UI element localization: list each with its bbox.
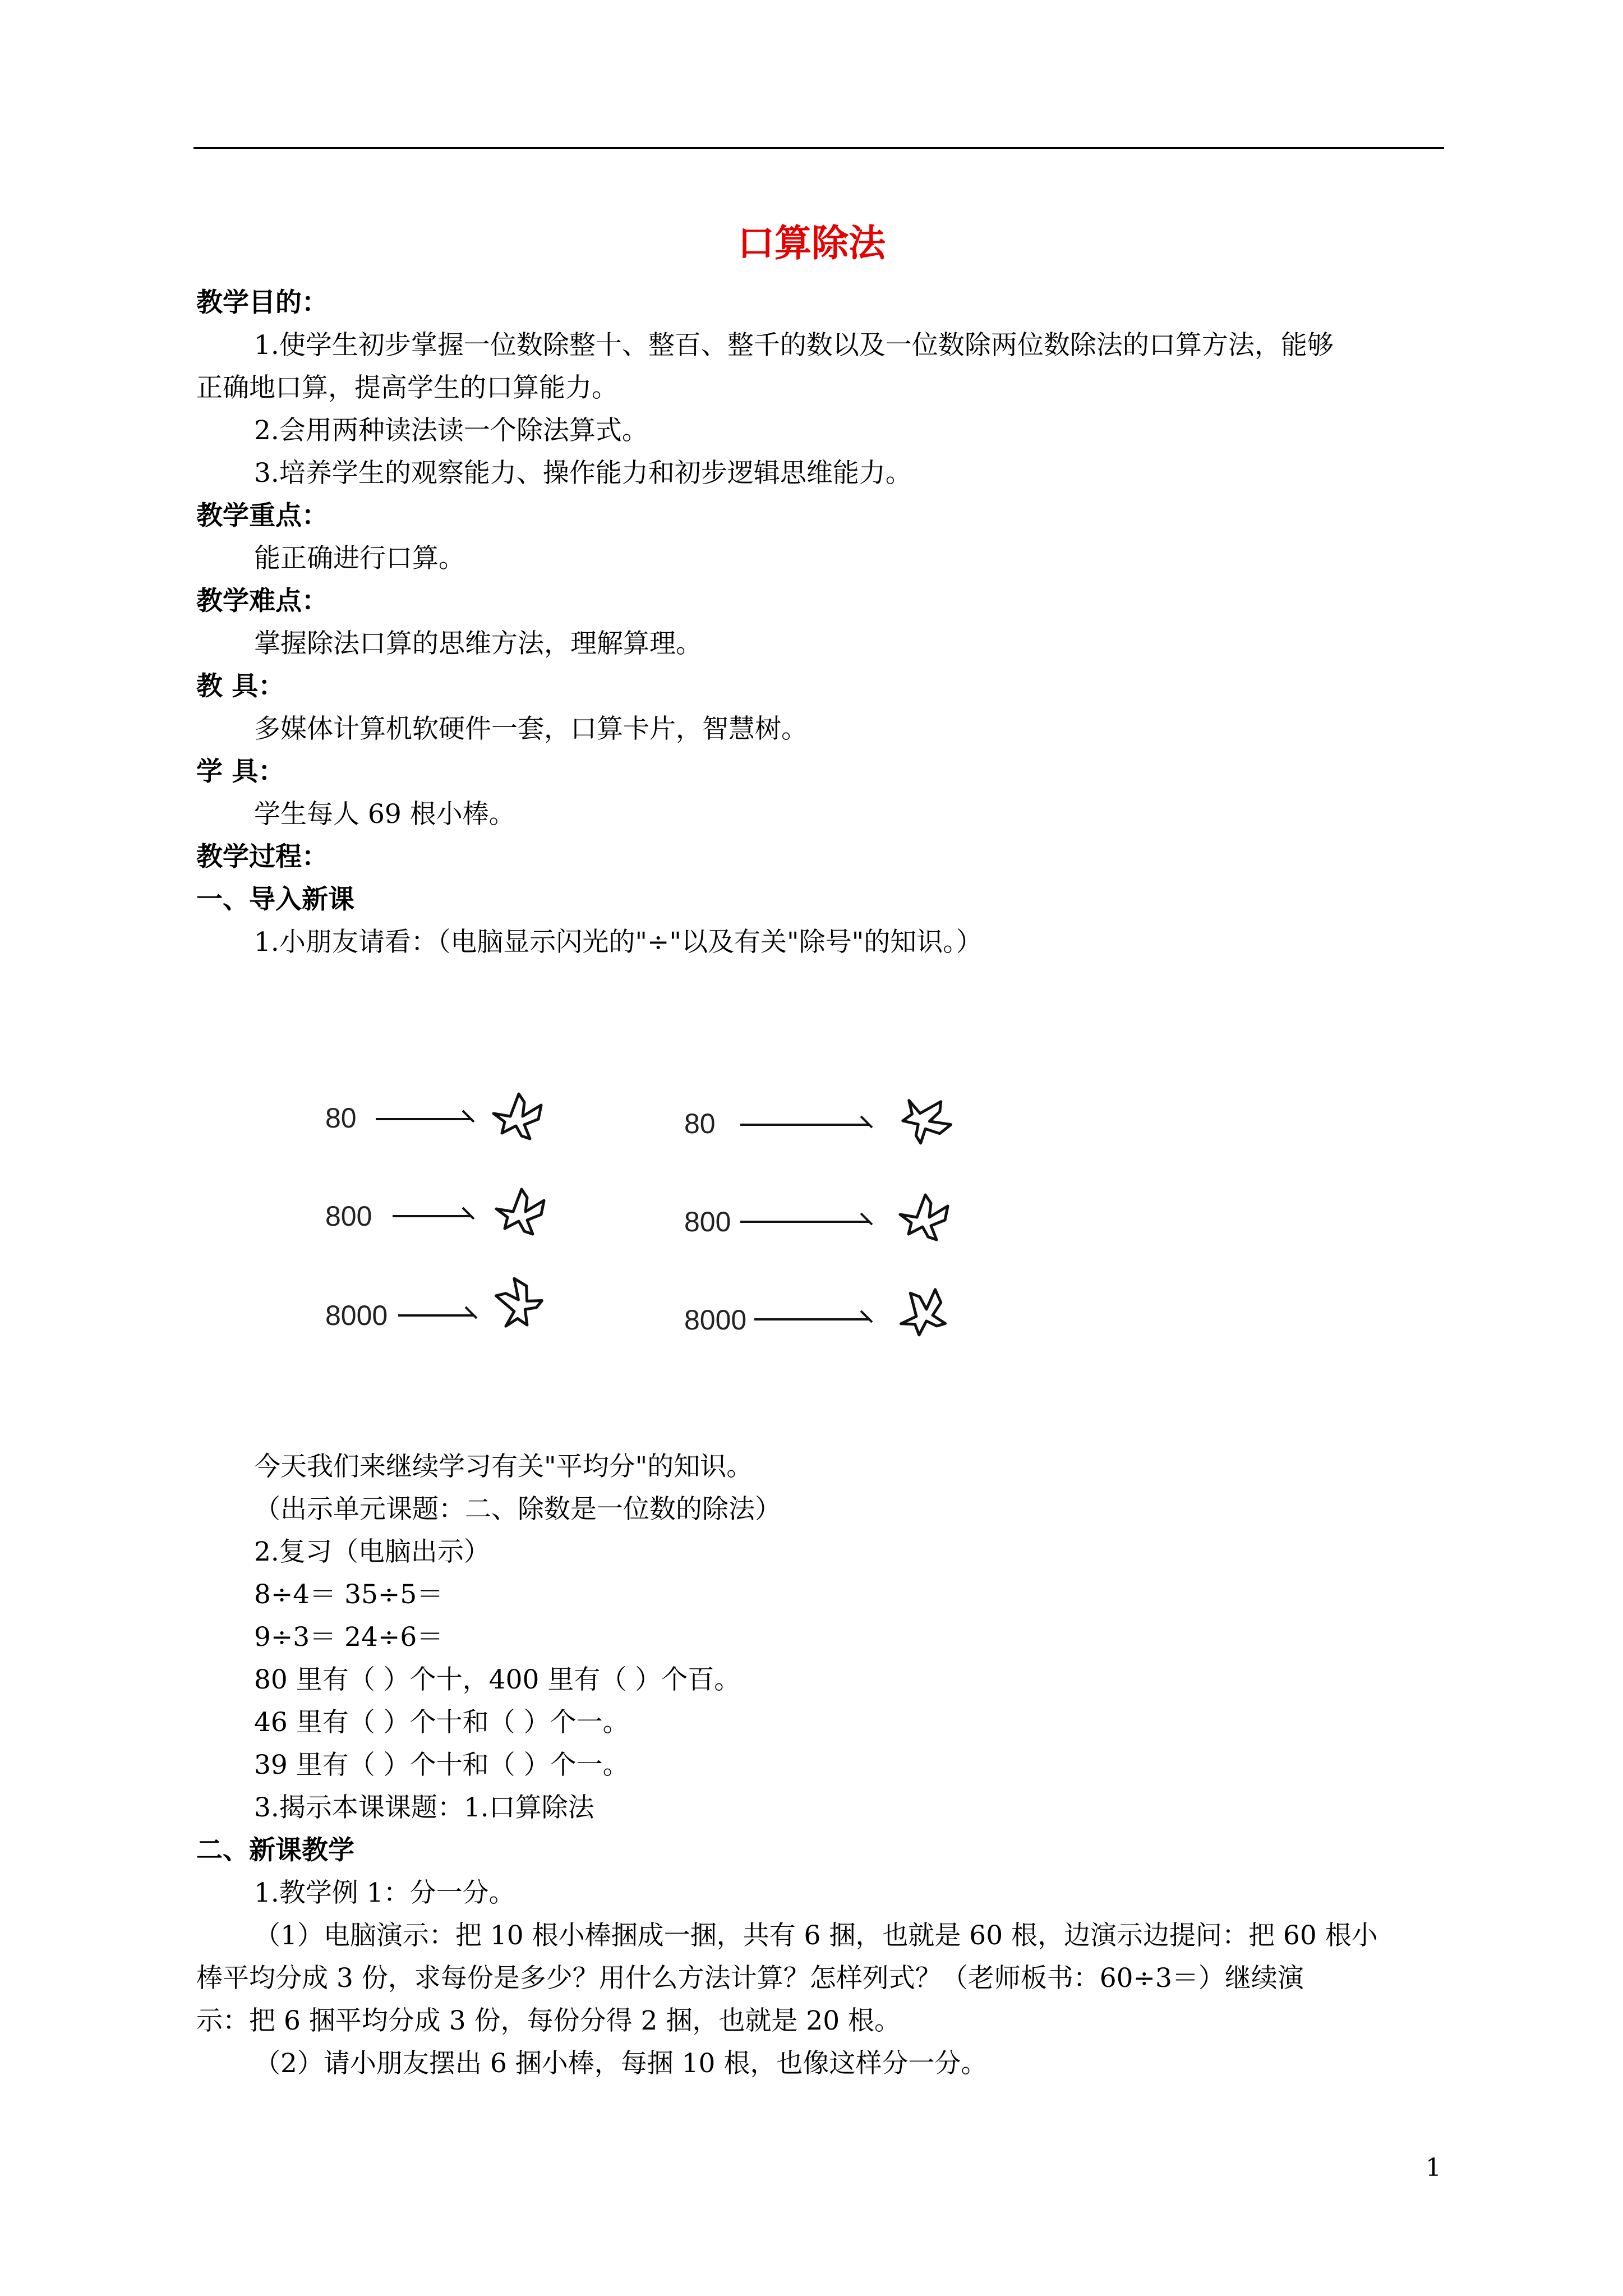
difficulty-text: 掌握除法口算的思维方法，理解算理。 (254, 628, 702, 659)
section1-item1: 1.小朋友请看：（电脑显示闪光的"÷"以及有关"除号"的知识。） (254, 927, 983, 958)
section2-line: （2）请小朋友摆出 6 捆小棒，每捆 10 根，也像这样分一分。 (254, 2048, 988, 2079)
difficulty-heading: 教学难点： (196, 586, 328, 616)
intro-text: 今天我们来继续学习有关"平均分"的知识。 (254, 1451, 753, 1482)
bird-icon (494, 1094, 541, 1139)
student-tools-heading: 学 具： (196, 756, 285, 787)
review-line: 80 里有（ ）个十，400 里有（ ）个百。 (254, 1664, 741, 1695)
figure-svg (314, 1060, 976, 1374)
objective-line: 2.会用两种读法读一个除法算式。 (254, 415, 648, 446)
review-heading: 2.复习（电脑出示） (254, 1536, 490, 1567)
section2-line: 棒平均分成 3 份，求每份是多少？用什么方法计算？怎样列式？（老师板书：60÷3＝）继续演 (196, 1963, 1304, 1994)
page-number: 1 (1426, 2154, 1441, 2182)
bird-icon (893, 1085, 958, 1151)
student-tools-text: 学生每人 69 根小棒。 (254, 799, 515, 830)
section1-heading: 一、导入新课 (196, 884, 354, 915)
left-label-800: 800 (325, 1200, 372, 1232)
right-label-800: 800 (684, 1206, 731, 1237)
left-label-8000: 8000 (325, 1300, 388, 1331)
review-line: 46 里有（ ）个十和（ ）个一。 (254, 1707, 629, 1738)
process-heading: 教学过程： (196, 841, 328, 872)
objective-line: 3.培养学生的观察能力、操作能力和初步逻辑思维能力。 (254, 458, 912, 489)
teacher-tools-text: 多媒体计算机软硬件一套，口算卡片，智慧树。 (254, 714, 808, 744)
bird-icon (889, 1280, 955, 1344)
section2-heading: 二、新课教学 (196, 1835, 354, 1866)
bird-icon (487, 1274, 546, 1335)
header-rule (193, 147, 1444, 149)
objective-line: 1.使学生初步掌握一位数除整十、整百、整千的数以及一位数除两位数除法的口算方法，能够 (254, 330, 1334, 361)
right-label-80: 80 (684, 1108, 716, 1139)
focus-heading: 教学重点： (196, 500, 328, 531)
review-line: 8÷4＝ 35÷5＝ (254, 1579, 444, 1610)
right-label-8000: 8000 (684, 1304, 747, 1336)
review-line: 39 里有（ ）个十和（ ）个一。 (254, 1750, 629, 1780)
teacher-tools-heading: 教 具： (196, 671, 285, 702)
section2-line: 示：把 6 捆平均分成 3 份，每份分得 2 捆，也就是 20 根。 (196, 2005, 901, 2036)
focus-text: 能正确进行口算。 (254, 543, 465, 574)
review-line: 9÷3＝ 24÷6＝ (254, 1622, 444, 1653)
bird-icon (900, 1195, 948, 1240)
section2-line: （1）电脑演示：把 10 根小棒捆成一捆，共有 6 捆，也就是 60 根，边演示边提问：把 60 根小 (254, 1920, 1378, 1951)
bird-icon (496, 1189, 544, 1234)
number-bird-figure (314, 1060, 976, 1374)
objectives-heading: 教学目的： (196, 287, 328, 318)
document-title: 口算除法 (737, 221, 886, 265)
lesson-title-reveal: 3.揭示本课课题：1.口算除法 (254, 1792, 594, 1823)
left-label-80: 80 (325, 1102, 357, 1134)
unit-title-text: （出示单元课题：二、除数是一位数的除法） (254, 1494, 781, 1525)
objective-line: 正确地口算，提高学生的口算能力。 (196, 372, 618, 403)
section2-line: 1.教学例 1：分一分。 (254, 1878, 515, 1908)
